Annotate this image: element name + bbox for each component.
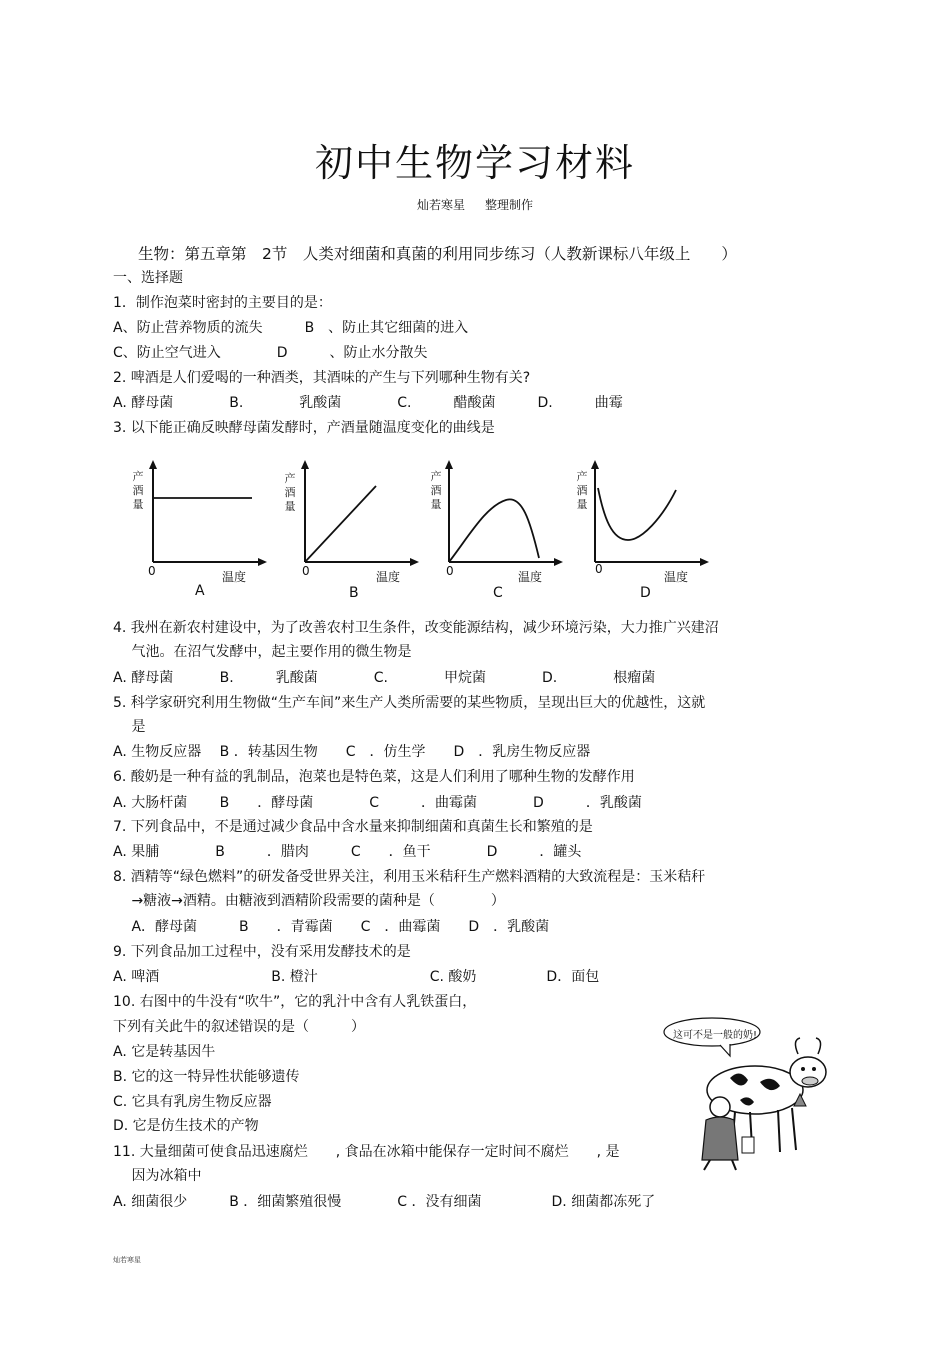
question-line: 3. 以下能正确反映酵母菌发酵时，产酒量随温度变化的曲线是 bbox=[113, 420, 495, 436]
cow-illustration bbox=[660, 1012, 840, 1177]
graph-ylabel: 产 酒 量 bbox=[132, 470, 144, 511]
question-line: C、防止空气进入 D 、防止水分散失 bbox=[113, 345, 428, 361]
graph-origin-label: 0 bbox=[302, 564, 310, 578]
graph-c bbox=[424, 458, 564, 601]
question-line: 2. 啤酒是人们爱喝的一种酒类，其酒味的产生与下列哪种生物有关? bbox=[113, 370, 531, 386]
question-line: A. 啤酒 B. 橙汁 C. 酸奶 D．面包 bbox=[113, 969, 600, 985]
question-line: C. 它具有乳房生物反应器 bbox=[113, 1094, 272, 1110]
page-subtitle bbox=[0, 196, 950, 213]
graph-d-plot bbox=[570, 458, 710, 568]
graph-option-letter: A bbox=[195, 583, 205, 599]
graph-xlabel: 温度 bbox=[664, 570, 689, 584]
page-title: 初中生物学习材料 bbox=[314, 141, 635, 185]
graph-xlabel: 温度 bbox=[222, 570, 247, 584]
section-heading: 一、选择题 bbox=[113, 270, 183, 286]
question-line: D. 它是仿生技术的产物 bbox=[113, 1118, 259, 1134]
question-line: →糖液→酒精。由糖液到酒精阶段需要的菌种是（ ） bbox=[113, 893, 505, 909]
graph-b-plot bbox=[280, 458, 420, 568]
question-line: 7. 下列食品中，不是通过减少食品中含水量来抑制细菌和真菌生长和繁殖的是 bbox=[113, 819, 593, 835]
question-line: 9. 下列食品加工过程中，没有采用发酵技术的是 bbox=[113, 944, 411, 960]
question-line: A. 大肠杆菌 B ．酵母菌 C ．曲霉菌 D ．乳酸菌 bbox=[113, 795, 642, 811]
question-line: 1．制作泡菜时密封的主要目的是： bbox=[113, 295, 332, 311]
page-footer: 灿若寒星 bbox=[113, 1256, 141, 1264]
question-line: 10. 右图中的牛没有“吹牛”，它的乳汁中含有人乳铁蛋白， bbox=[113, 994, 477, 1010]
question-line: 气池。在沼气发酵中，起主要作用的微生物是 bbox=[113, 644, 412, 660]
graph-origin-label: 0 bbox=[148, 564, 156, 578]
question-line: A. 酵母菌 B. 乳酸菌 C. 甲烷菌 D. 根瘤菌 bbox=[113, 670, 656, 686]
question-line: 11. 大量细菌可使食品迅速腐烂 , 食品在冰箱中能保存一定时间不腐烂 , 是 bbox=[113, 1144, 620, 1160]
author-name: 灿若寒星 bbox=[416, 198, 465, 212]
graph-ylabel: 产 酒 量 bbox=[284, 472, 296, 513]
question-line: A．酵母菌 B ．青霉菌 C ．曲霉菌 D ．乳酸菌 bbox=[113, 919, 550, 935]
question-line: A. 生物反应器 B ．转基因生物 C ．仿生学 D ．乳房生物反应器 bbox=[113, 744, 591, 760]
graph-option-letter: B bbox=[349, 585, 359, 601]
question-line: A. 细菌很少 B ．细菌繁殖很慢 C ．没有细菌 D. 细菌都冻死了 bbox=[113, 1194, 656, 1210]
cow-speech-bubble: 这可不是一般的奶! bbox=[673, 1030, 758, 1041]
graph-xlabel: 温度 bbox=[518, 570, 543, 584]
graph-b bbox=[280, 458, 420, 601]
question-line: 是 bbox=[113, 719, 146, 735]
graph-option-letter: D bbox=[640, 585, 651, 601]
question-line: 5. 科学家研究利用生物做“生产车间”来生产人类所需要的某些物质，呈现出巨大的优越性，这就 bbox=[113, 695, 706, 711]
graph-ylabel: 产 酒 量 bbox=[576, 470, 588, 511]
question-line: A. 它是转基因牛 bbox=[113, 1044, 216, 1060]
question-line: B. 它的这一特异性状能够遗传 bbox=[113, 1069, 300, 1085]
question-line: A、防止营养物质的流失 B 、防止其它细菌的进入 bbox=[113, 320, 469, 336]
question-line: 6. 酸奶是一种有益的乳制品，泡菜也是特色菜，这是人们利用了哪种生物的发酵作用 bbox=[113, 769, 635, 785]
graph-a-plot bbox=[128, 458, 268, 568]
question-line: A. 酵母菌 B. 乳酸菌 C. 醋酸菌 D. 曲霉 bbox=[113, 395, 623, 411]
doc-heading: 生物：第五章第 2节 人类对细菌和真菌的利用同步练习（人教新课标八年级上 ） bbox=[138, 245, 737, 263]
question-line: 下列有关此牛的叙述错误的是（ ） bbox=[113, 1019, 365, 1035]
graph-d bbox=[570, 458, 710, 601]
graph-ylabel: 产 酒 量 bbox=[430, 470, 442, 511]
question-line: 4. 我州在新农村建设中，为了改善农村卫生条件，改变能源结构，减少环境污染，大力推广兴建沼 bbox=[113, 620, 719, 636]
question-line: A. 果脯 B ．腊肉 C ．鱼干 D ．罐头 bbox=[113, 844, 582, 860]
graph-option-letter: C bbox=[493, 585, 503, 601]
made-by-label: 整理制作 bbox=[485, 198, 534, 212]
graph-xlabel: 温度 bbox=[376, 570, 401, 584]
question-line: 8. 酒精等“绿色燃料”的研发备受世界关注，利用玉米秸秆生产燃料酒精的大致流程是：玉米秸秆 bbox=[113, 869, 706, 885]
graph-origin-label: 0 bbox=[446, 564, 454, 578]
graph-origin-label: 0 bbox=[595, 562, 603, 576]
graph-a bbox=[128, 458, 268, 599]
question-line: 因为冰箱中 bbox=[113, 1168, 202, 1184]
graph-c-plot bbox=[424, 458, 564, 568]
